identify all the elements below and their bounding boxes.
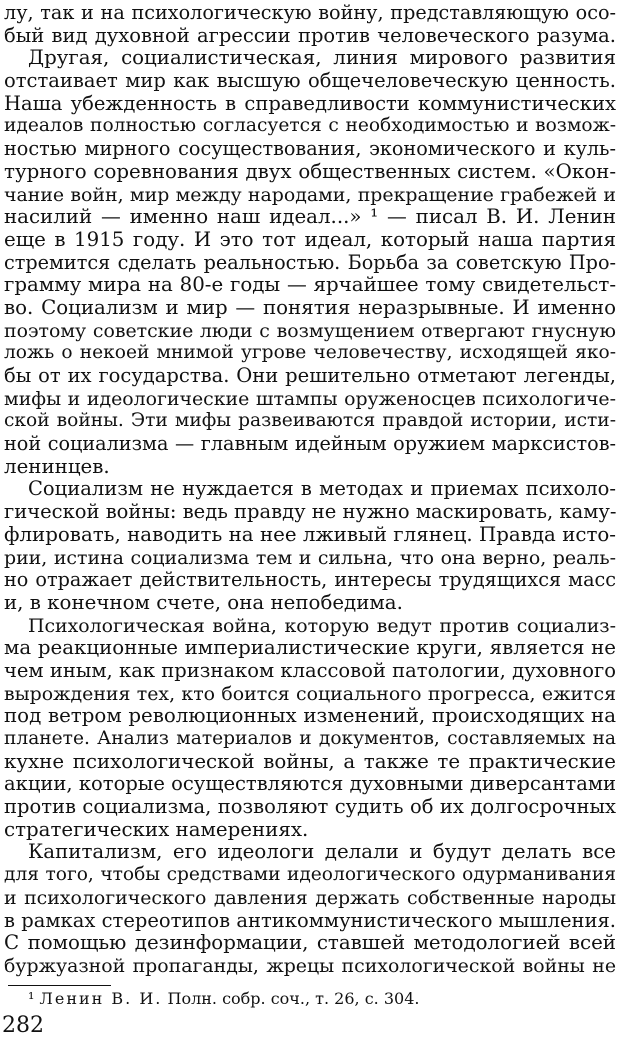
text-line: против социализма, позволяют судить об их долгосрочных <box>4 795 616 819</box>
text-line: и, в конечном счете, она непобедима. <box>4 590 403 614</box>
text-line: Капитализм, его идеологи делали и будут делать все <box>28 840 616 864</box>
text-line: кухне психологической войны, а также те практические <box>4 749 616 773</box>
text-line: вырождения тех, кто боится социального прогресса, ежится <box>4 682 616 705</box>
text-line: планете. Анализ материалов и документов, составляемых на <box>4 728 616 749</box>
text-line: турного соревнования двух общественных систем. «Окон- <box>4 159 616 183</box>
text-line: ложь о некоей мнимой угрове человечеству, исходящей яко- <box>4 342 616 364</box>
text-line: но отражает действительность, интересы трудящихся масс <box>4 568 616 592</box>
text-line: для того, чтобы средствами идеологического одурманивания <box>4 864 616 886</box>
page-number: 282 <box>2 1013 44 1038</box>
text-line: ностью мирного сосуществования, экономического и куль- <box>4 137 616 161</box>
text-line: ской войны. Эти мифы развеиваются правдой истории, исти- <box>4 410 616 432</box>
text-line: стратегических намерениях. <box>4 817 309 841</box>
text-line: во. Социализм и мир — понятия неразрывные. И именно <box>4 295 616 319</box>
text-line: мифы и идеологические штампы оруженосцев психологиче- <box>4 387 616 410</box>
text-line: рии, истина социализма тем и сильна, что она верно, реаль- <box>4 546 616 569</box>
text-line: гической войны: ведь правду не нужно маскировать, каму- <box>4 500 617 524</box>
footnote <box>28 989 419 1009</box>
text-line: и психологического давления держать собственные народы <box>4 886 616 909</box>
footnote-marker: ¹ <box>28 989 35 1008</box>
text-line: Психологическая война, которую ведут против социализ- <box>28 614 616 637</box>
text-line: чание войн, мир между народами, прекращение грабежей и <box>4 183 616 206</box>
text-line: стремится сделать реальностью. Борьба за советскую Про- <box>4 250 616 274</box>
text-line: ленинцев. <box>4 454 110 478</box>
text-line: чем иным, как признаком классовой патологии, духовного <box>4 658 616 682</box>
text-line: лу, так и на психологическую войну, представляющую осо- <box>4 1 616 24</box>
text-line: акции, которые осуществляются духовными диверсантами <box>4 772 616 796</box>
text-line: ма реакционные империалистические круги, является не <box>4 636 616 660</box>
text-line: грамму мира на 80-е годы — ярчайшее тому свидетельст- <box>4 273 616 297</box>
text-line: бы от их государства. Они решительно отметают легенды, <box>4 364 616 387</box>
text-line: буржуазной пропаганды, жрецы психологической войны не <box>4 954 616 977</box>
text-line: идеалов полностью согласуется с необходимостью и возмож- <box>4 115 616 137</box>
text-line: Социализм не нуждается в методах и приемах психоло- <box>28 477 616 501</box>
text-line: флировать, наводить на нее лживый глянец. Правда исто- <box>4 522 616 546</box>
text-line: под ветром революционных изменений, происходящих на <box>4 704 616 728</box>
text-line: Наша убежденность в справедливости коммунистических <box>4 91 616 115</box>
footnote-author: Ленин В. И. <box>39 989 163 1008</box>
text-line: бый вид духовной агрессии против человеческого разума. <box>4 23 616 47</box>
text-line: поэтому советские люди с возмущением отвергают гнусную <box>4 319 616 342</box>
text-line: в рамках стереотипов антикоммунистического мышления. <box>4 908 616 932</box>
text-line: Другая, социалистическая, линия мирового развития <box>28 46 616 70</box>
text-line: ной социализма — главным идейным оружием марксистов- <box>4 432 616 456</box>
text-line: С помощью дезинформации, ставшей методологией всей <box>4 931 616 955</box>
text-line: насилий — именно наш идеал...» ¹ — писал В. И. Ленин <box>4 205 616 229</box>
text-line: еще в 1915 году. И это тот идеал, который наша партия <box>4 227 616 251</box>
footnote-text: Полн. собр. соч., т. 26, с. 304. <box>167 989 420 1008</box>
text-line: отстаивает мир как высшую общечеловеческую ценность. <box>4 69 616 93</box>
body-text <box>4 2 616 978</box>
footnote-divider <box>8 985 111 986</box>
